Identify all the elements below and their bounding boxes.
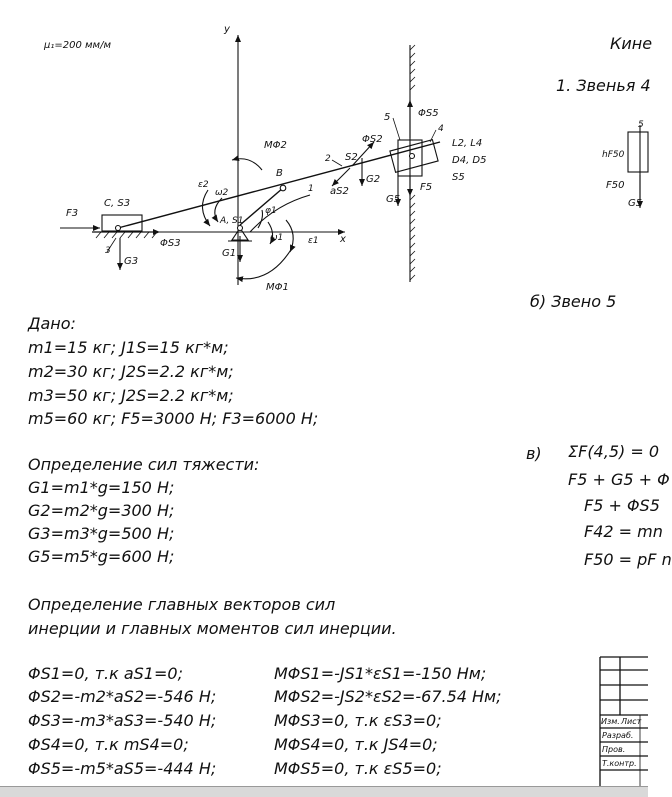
- gravity-line-3: G3=m3*g=500 Н;: [28, 524, 175, 543]
- gravity-line-2: G2=m2*g=300 Н;: [28, 501, 175, 520]
- b-label: B: [276, 168, 283, 179]
- scale-label: μ₁=200 мм/м: [44, 40, 112, 51]
- gravity-line-4: G5=m5*g=600 Н;: [28, 547, 175, 566]
- inertia-heading-2: инерции и главных моментов сил инерции.: [28, 619, 397, 638]
- stamp-izm: Изм.: [601, 717, 620, 726]
- label-4: 4: [438, 124, 444, 134]
- stamp-list: Лист: [621, 717, 642, 726]
- arc-mphi1: [236, 248, 292, 279]
- stamp-tkontr: Т.контр.: [602, 759, 637, 768]
- equation-3: F42 = mn: [584, 522, 663, 541]
- d4d5-label: D4, D5: [452, 155, 487, 166]
- right-hf50-label: hF50: [602, 150, 625, 160]
- link-2: [118, 142, 440, 228]
- right-g5-label: G5: [628, 198, 643, 209]
- phi-s5-label: ΦS5: [418, 108, 439, 119]
- equation-4: F50 = pF n: [584, 550, 672, 569]
- label-3: 3: [105, 246, 111, 256]
- title-fragment: Кине: [610, 34, 653, 53]
- inertia-left-3: ΦS3=-m3*aS3=-540 Н;: [28, 711, 217, 730]
- equation-1: F5 + G5 + Φ: [568, 470, 670, 489]
- given-line-3: m3=50 кг; J2S=2.2 кг*м;: [28, 386, 234, 405]
- s2-label: S2: [345, 152, 358, 163]
- eps2-label: ε2: [198, 180, 209, 190]
- y-axis-label: y: [224, 24, 230, 35]
- section-v-heading: в): [526, 444, 542, 463]
- equation-sum: ΣF(4,5) = 0: [568, 442, 659, 461]
- inertia-right-5: MΦS5=0, т.к εS5=0;: [274, 759, 442, 778]
- l2l4-label: L2, L4: [452, 138, 483, 149]
- label-2: 2: [325, 154, 331, 164]
- f5-label: F5: [420, 182, 433, 193]
- phi-s2-label: ΦS2: [362, 134, 383, 145]
- label-1: 1: [308, 184, 314, 194]
- phi-s3-label: ΦS3: [160, 238, 181, 249]
- mphi2-label: MΦ2: [264, 140, 287, 151]
- inertia-right-4: MΦS4=0, т.к JS4=0;: [274, 735, 438, 754]
- right-label-5: 5: [638, 120, 644, 130]
- inertia-left-1: ΦS1=0, т.к aS1=0;: [28, 664, 183, 683]
- given-line-4: m5=60 кг; F5=3000 Н; F3=6000 Н;: [28, 409, 319, 428]
- stamp-razrab: Разраб.: [602, 731, 634, 740]
- x-axis-label: x: [340, 234, 346, 245]
- arc-eps2: [202, 190, 210, 226]
- a-s1-label: A, S1: [220, 216, 244, 226]
- stamp-prov: Пров.: [602, 745, 626, 754]
- a-s2-label: aS2: [330, 186, 349, 197]
- phi1-label: φ1: [265, 206, 277, 216]
- g2-label: G2: [366, 174, 381, 185]
- arc-eps1: [286, 220, 293, 252]
- right-f50-label: F50: [606, 180, 625, 191]
- g1-label: G1: [222, 248, 237, 259]
- omega2-label: ω2: [215, 188, 229, 198]
- right-slider-5: [628, 132, 648, 172]
- inertia-left-2: ΦS2=-m2*aS2=-546 Н;: [28, 687, 217, 706]
- f3-label: F3: [66, 208, 79, 219]
- omega1-label: ω1: [270, 233, 284, 243]
- label-5: 5: [384, 112, 391, 123]
- inertia-left-5: ΦS5=-m5*aS5=-444 Н;: [28, 759, 217, 778]
- inertia-right-3: MΦS3=0, т.к εS3=0;: [274, 711, 442, 730]
- section-1-heading: 1. Звенья 4: [556, 76, 651, 95]
- given-line-1: m1=15 кг; J1S=15 кг*м;: [28, 338, 229, 357]
- arc-mphi2: [232, 159, 262, 170]
- inertia-right-1: MΦS1=-JS1*εS1=-150 Нм;: [274, 664, 487, 683]
- c-s3-label: C, S3: [104, 198, 131, 209]
- mphi1-label: MΦ1: [266, 282, 289, 293]
- s5-label: S5: [452, 172, 465, 183]
- inertia-left-4: ΦS4=0, т.к mS4=0;: [28, 735, 189, 754]
- inertia-heading-1: Определение главных векторов сил: [28, 595, 336, 614]
- gravity-heading: Определение сил тяжести:: [28, 455, 260, 474]
- given-heading: Дано:: [28, 314, 76, 333]
- section-b-heading: б) Звено 5: [530, 292, 617, 311]
- window-bottom-bar: [0, 786, 648, 797]
- equation-2: F5 + ΦS5: [584, 496, 660, 515]
- inertia-right-2: MΦS2=-JS2*εS2=-67.54 Нм;: [274, 687, 502, 706]
- eps1-label: ε1: [308, 236, 319, 246]
- given-line-2: m2=30 кг; J2S=2.2 кг*м;: [28, 362, 234, 381]
- g5-label: G5: [386, 194, 401, 205]
- g3-label: G3: [124, 256, 139, 267]
- gravity-line-1: G1=m1*g=150 Н;: [28, 478, 175, 497]
